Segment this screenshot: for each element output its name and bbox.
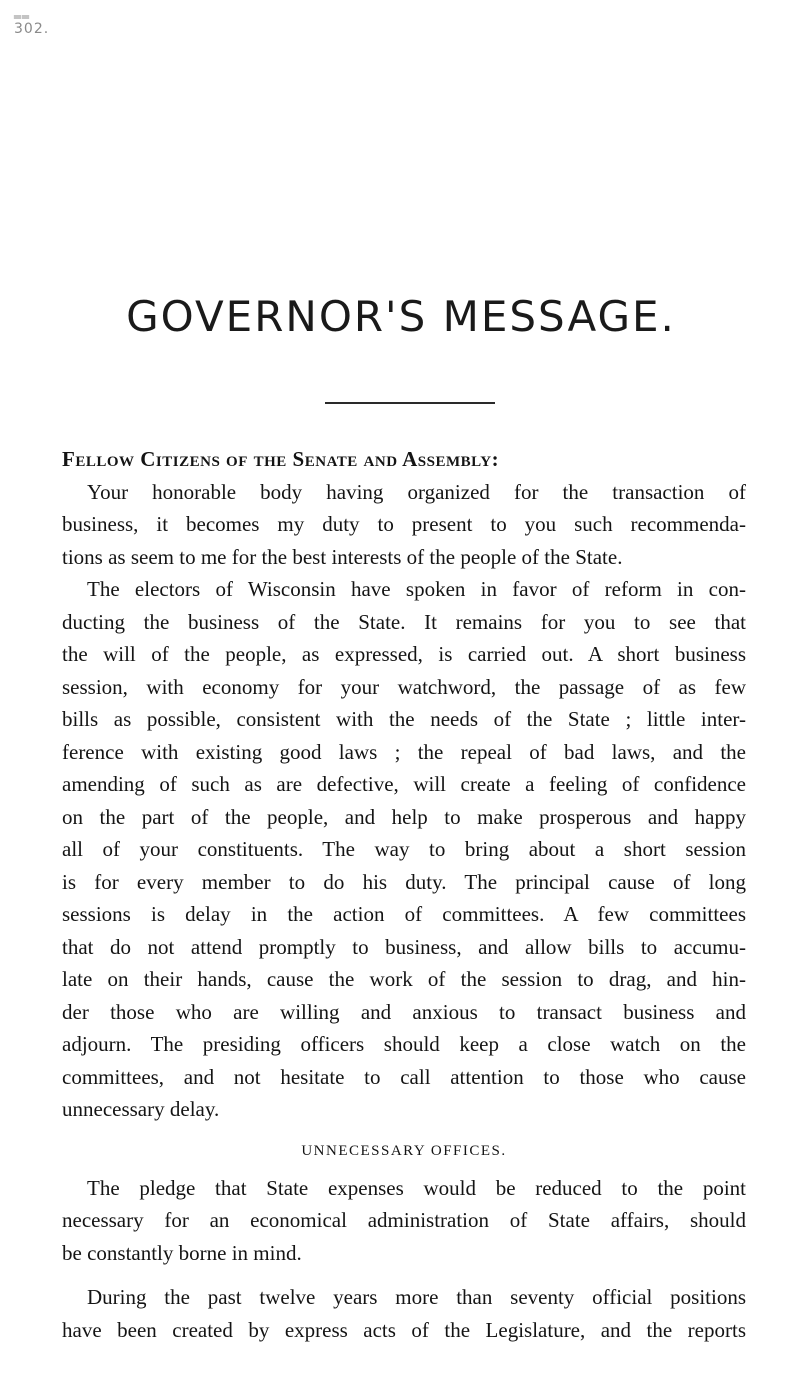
text-line: der those who are willing and anxious to transact business and	[62, 999, 746, 1024]
text-line: adjourn. The presiding officers should keep a close watch on the	[62, 1032, 746, 1056]
text-line: amending of such as are defective, will create a feeling of confidence	[62, 772, 746, 796]
section-heading: UNNECESSARY OFFICES.	[301, 1142, 507, 1159]
text-line: ference with existing good laws ; the repeal of bad laws, and the	[62, 739, 746, 764]
text-line: is for every member to do his duty. The principal cause of long	[62, 869, 746, 894]
paragraph-2	[62, 573, 746, 1126]
text-line: The pledge that State expenses would be reduced to the point	[87, 1175, 746, 1200]
text-line: The electors of Wisconsin have spoken in favor of reform in con-	[87, 577, 746, 601]
message-body	[62, 443, 746, 1346]
text-line: During the past twelve years more than seventy official positions	[87, 1285, 746, 1309]
text-line: the will of the people, as expressed, is carried out. A short business	[62, 642, 746, 666]
text-line: ducting the business of the State. It remains for you to see that	[62, 609, 746, 634]
paragraph-4	[62, 1281, 746, 1346]
text-line: tions as seem to me for the best interests of the people of the State.	[62, 544, 623, 569]
text-line: session, with economy for your watchword, the passage of as few	[62, 674, 746, 699]
text-line: sessions is delay in the action of committees. A few committees	[62, 902, 746, 926]
handwritten-margin-note: ‗‗ 302.	[14, 3, 50, 37]
text-line: committees, and not hesitate to call attention to those who cause	[62, 1064, 746, 1089]
text-line: late on their hands, cause the work of the session to drag, and hin-	[62, 967, 746, 991]
text-line: be constantly borne in mind.	[62, 1240, 302, 1265]
text-line: all of your constituents. The way to bring about a short session	[62, 837, 746, 861]
paragraph-1	[62, 476, 746, 574]
text-line: bills as possible, consistent with the needs of the State ; little inter-	[62, 707, 746, 731]
title-divider	[325, 402, 495, 404]
paragraph-gap	[62, 1269, 746, 1281]
text-line: have been created by express acts of the Legislature, and the reports	[62, 1317, 746, 1342]
salutation: Fellow Citizens of the Senate and Assembly:	[62, 447, 500, 471]
page-title: GOVERNOR'S MESSAGE.	[126, 292, 676, 341]
text-line: that do not attend promptly to business, and allow bills to accumu-	[62, 934, 746, 959]
paragraph-3	[62, 1172, 746, 1270]
text-line: business, it becomes my duty to present to you such recommenda-	[62, 512, 746, 536]
text-line: on the part of the people, and help to make prosperous and happy	[62, 804, 746, 829]
text-line: necessary for an economical administration of State affairs, should	[62, 1208, 746, 1232]
text-line: Your honorable body having organized for the transaction of	[87, 479, 746, 504]
text-line: unnecessary delay.	[62, 1097, 220, 1121]
